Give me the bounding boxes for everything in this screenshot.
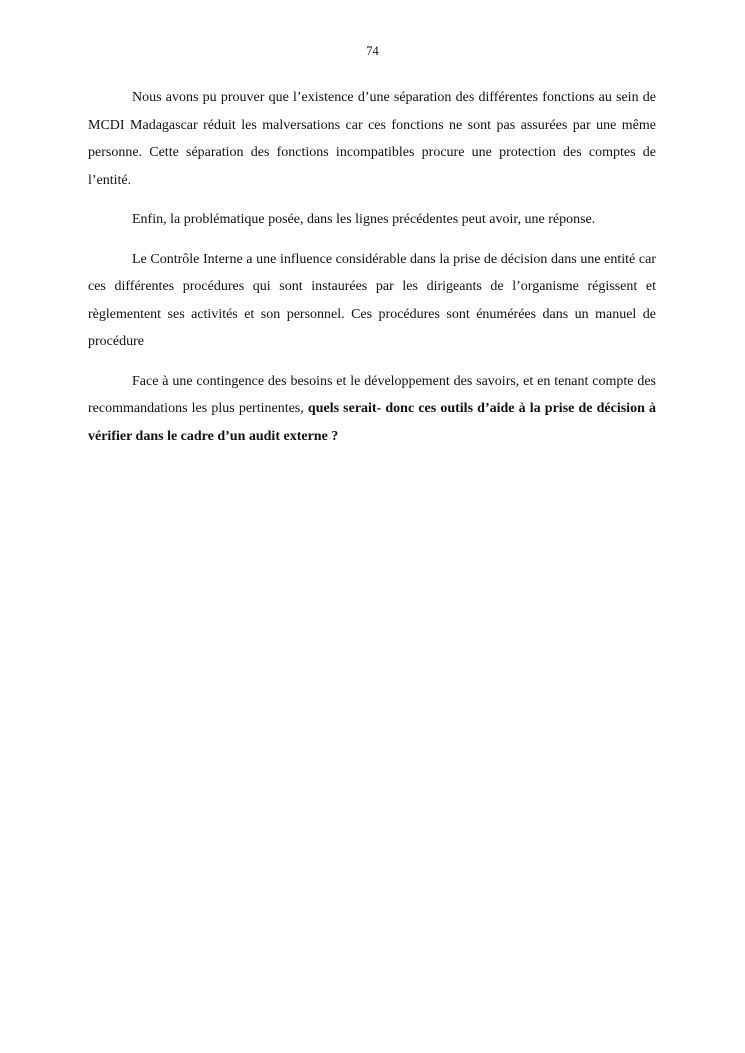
body-text <box>88 84 656 462</box>
research-question-bold: quels serait- donc ces outils d’aide à la prise de décision à vérifier dans le cadre d’un audit externe ? <box>88 401 657 444</box>
paragraph-problematique: Enfin, la problématique posée, dans les lignes précédentes peut avoir, une réponse. <box>132 212 596 227</box>
paragraph-question-recherche <box>88 368 656 451</box>
paragraph-separation-fonctions: Nous avons pu prouver que l’existence d’une séparation des différentes fonctions au sein de MCDI Madagascar réduit les malversations car ces fonctions ne sont pas assurées par une même personne. Cette séparation des fonctions incompatibles procure une protection des comptes de l’entité. <box>88 90 656 188</box>
paragraph-question-intro: Face à une contingence des besoins et le développement des savoirs, et en tenant compte des recommandations les plus pertinentes, <box>88 373 656 416</box>
page-number: 74 <box>366 44 379 58</box>
paragraph-controle-interne: Le Contrôle Interne a une influence considérable dans la prise de décision dans une entité car ces différentes procédures qui sont instaurées par les dirigeants de l’organisme régissent et règlementent ses activités et son personnel. Ces procédures sont énumérées dans un manuel de procédure <box>88 251 656 349</box>
